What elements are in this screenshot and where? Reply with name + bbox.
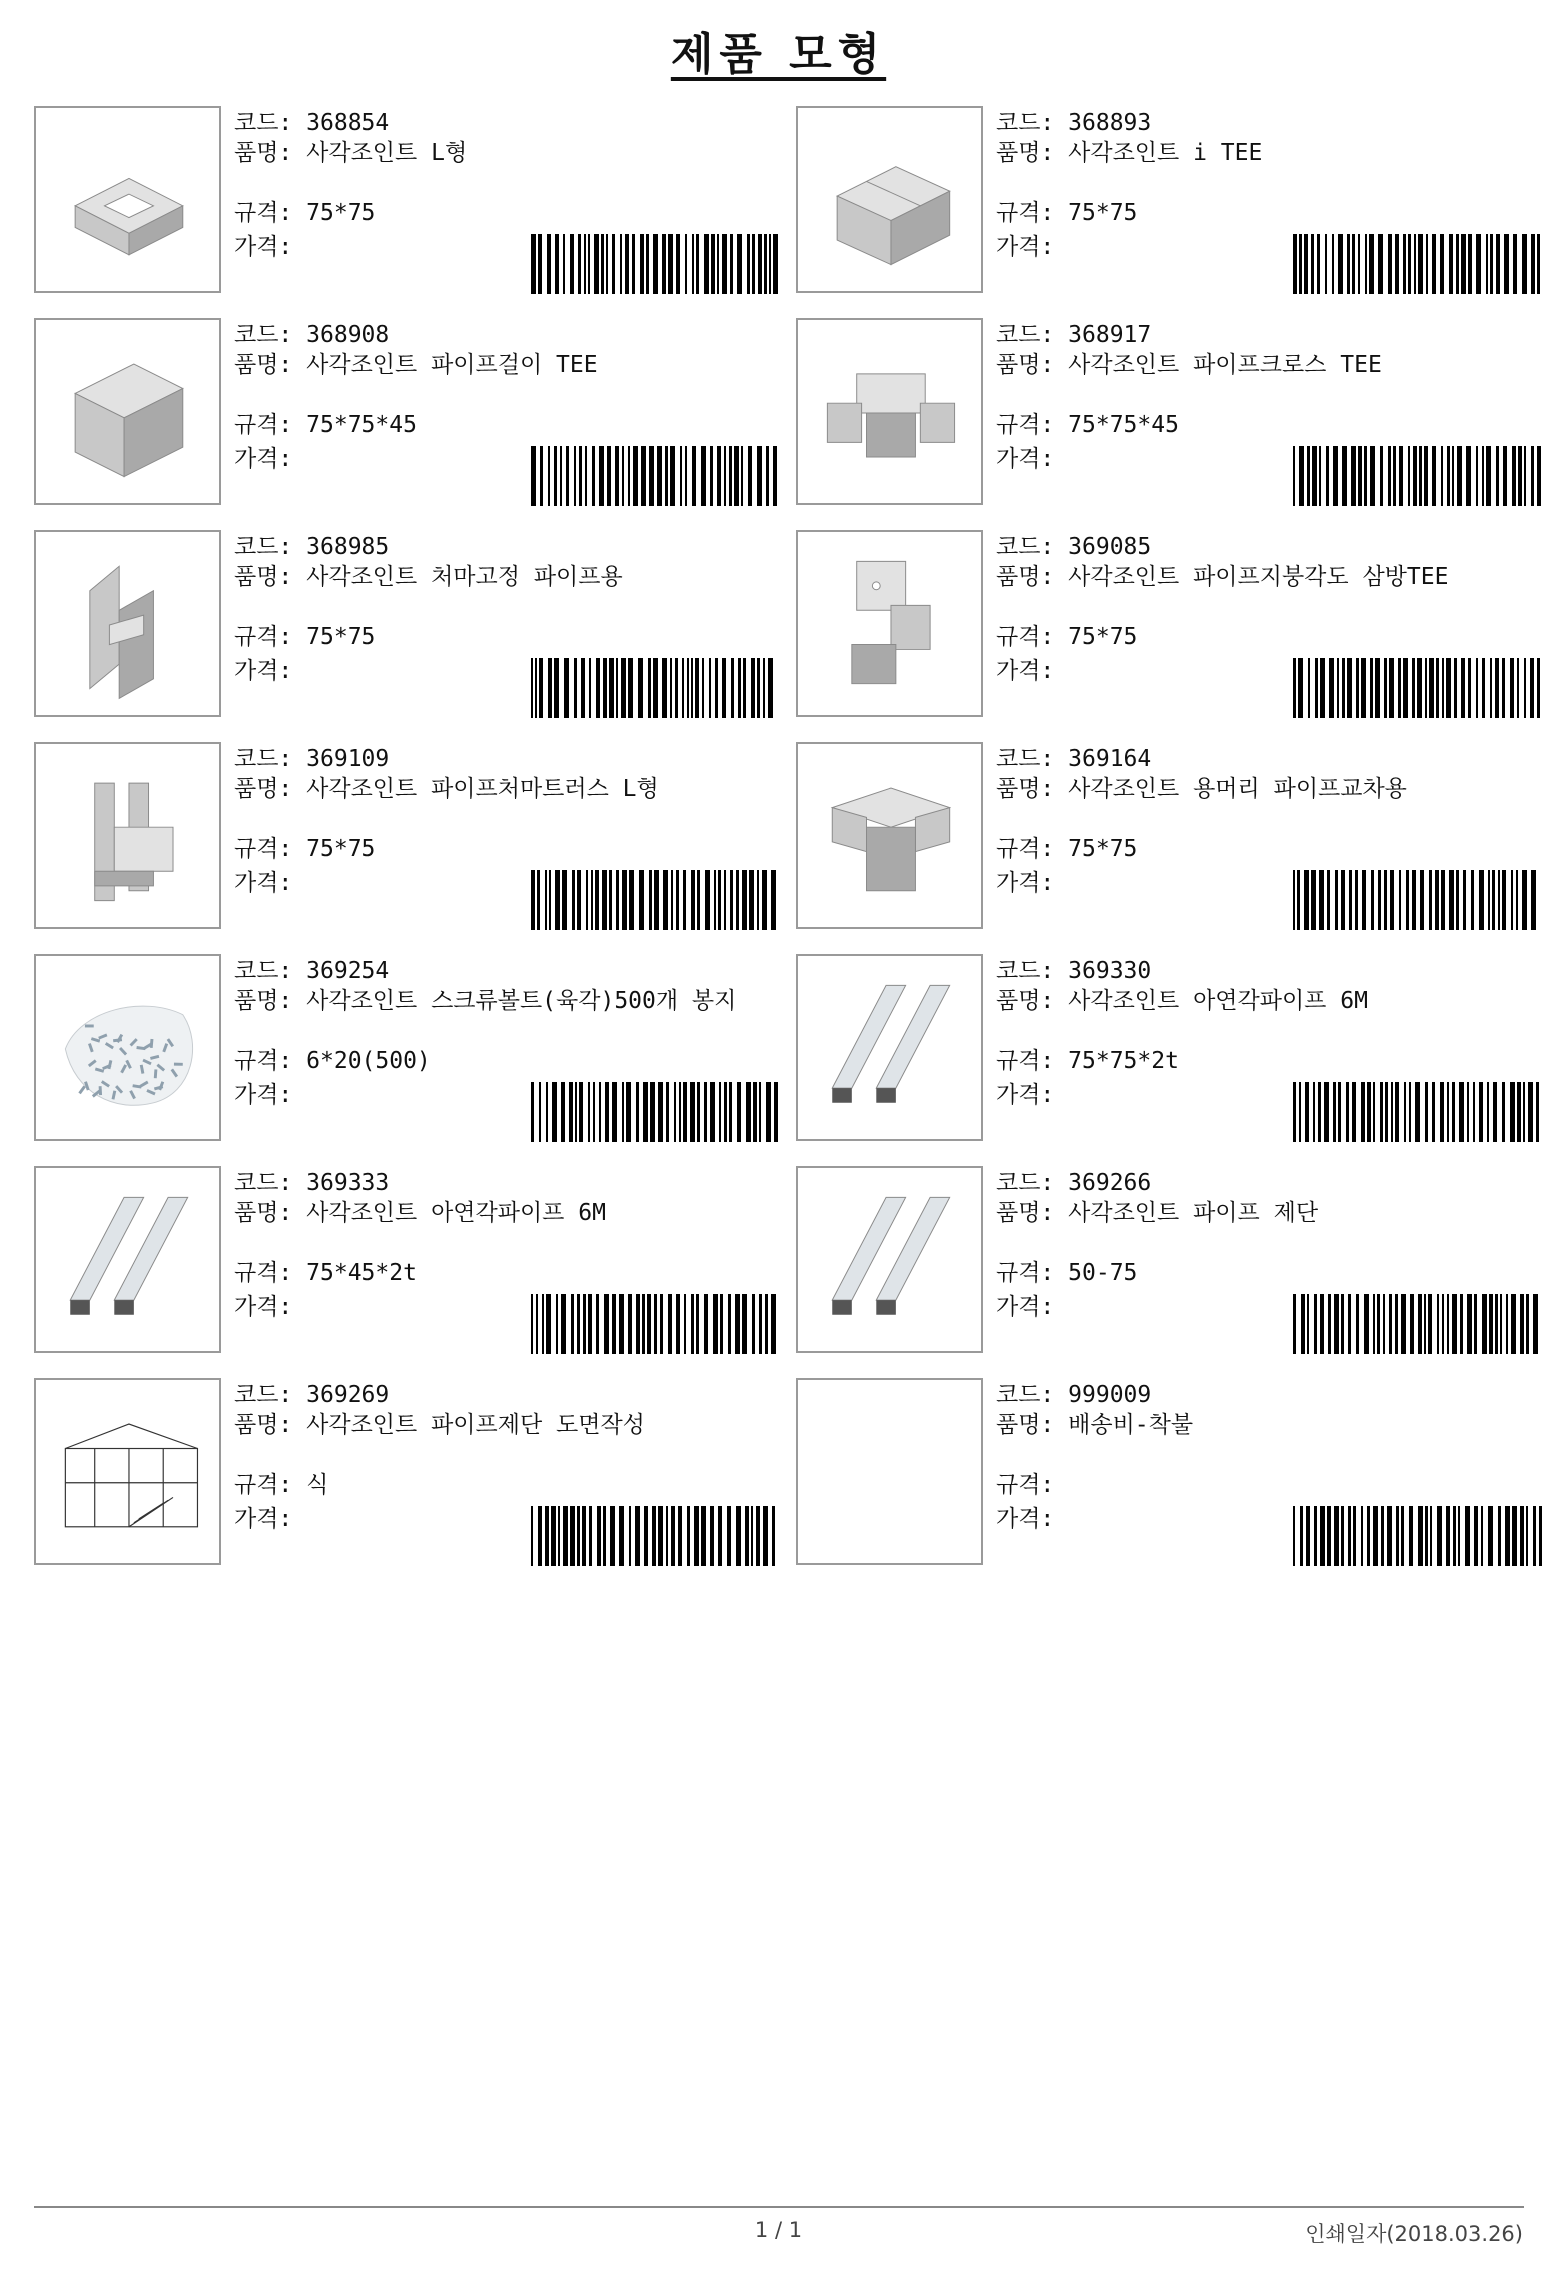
product-name: 품명: 사각조인트 i TEE: [996, 140, 1263, 166]
corner-joint-image-svg: [36, 108, 219, 291]
product-code: 코드: 369085: [996, 534, 1152, 560]
product-price: 가격:: [234, 658, 293, 684]
product-code: 코드: 369333: [234, 1170, 390, 1196]
barcode-image: [1293, 446, 1543, 506]
product-price: 가격:: [234, 1294, 293, 1320]
product-code: 코드: 368893: [996, 110, 1152, 136]
corner-joint-image: [34, 106, 221, 293]
product-price: 가격:: [996, 1082, 1055, 1108]
barcode-image: [1293, 1506, 1543, 1566]
box-joint-image-svg: [798, 108, 981, 291]
ridge-joint-image-svg: [798, 744, 981, 927]
box-joint-image: [796, 106, 983, 293]
product-name: 품명: 사각조인트 파이프크로스 TEE: [996, 352, 1382, 378]
barcode-image: [531, 1082, 781, 1142]
barcode-image: [531, 1294, 781, 1354]
product-price: 가격:: [234, 234, 293, 260]
product-card: [34, 530, 784, 722]
barcode-image: [1293, 234, 1543, 294]
page-number: 1 / 1: [754, 2218, 803, 2242]
screw-bag-image: [34, 954, 221, 1141]
product-code: 코드: 369254: [234, 958, 390, 984]
product-card: [34, 954, 784, 1146]
product-card: [796, 742, 1546, 934]
blank-image-svg: [798, 1380, 981, 1563]
hanger-joint-image-svg: [36, 320, 219, 503]
product-name: 품명: 사각조인트 파이프처마트러스 L형: [234, 776, 659, 802]
product-code: 코드: 369266: [996, 1170, 1152, 1196]
product-spec: 규격: 75*75: [234, 836, 376, 862]
product-card: [796, 954, 1546, 1146]
product-spec: 규격: 75*75*45: [234, 412, 417, 438]
product-card: [34, 1166, 784, 1358]
product-name: 품명: 사각조인트 파이프 제단: [996, 1200, 1319, 1226]
product-price: 가격:: [234, 870, 293, 896]
product-name: 품명: 사각조인트 아연각파이프 6M: [996, 988, 1368, 1014]
product-price: 가격:: [996, 870, 1055, 896]
product-price: 가격:: [234, 446, 293, 472]
product-code: 코드: 369109: [234, 746, 390, 772]
structure-drawing-image: [34, 1378, 221, 1565]
structure-drawing-image-svg: [36, 1380, 219, 1563]
square-pipe-image: [34, 1166, 221, 1353]
product-card: [796, 530, 1546, 722]
product-spec: 규격:: [996, 1472, 1055, 1498]
product-price: 가격:: [996, 1506, 1055, 1532]
product-spec: 규격: 식: [234, 1472, 329, 1498]
product-card: [34, 318, 784, 510]
product-card: [796, 1166, 1546, 1358]
square-pipe-image: [796, 1166, 983, 1353]
product-name: 품명: 사각조인트 파이프제단 도면작성: [234, 1412, 645, 1438]
barcode-image: [1293, 658, 1543, 718]
product-name: 품명: 배송비-착불: [996, 1412, 1194, 1438]
hanger-joint-image: [34, 318, 221, 505]
product-spec: 규격: 75*75*2t: [996, 1048, 1179, 1074]
product-price: 가격:: [996, 658, 1055, 684]
product-spec: 규격: 75*75: [234, 200, 376, 226]
cross-joint-image: [796, 318, 983, 505]
product-card: [796, 318, 1546, 510]
roof-angle-joint-image: [796, 530, 983, 717]
product-price: 가격:: [996, 446, 1055, 472]
product-spec: 규격: 75*75: [996, 836, 1138, 862]
square-pipe-image: [796, 954, 983, 1141]
print-date: 인쇄일자(2018.03.26): [1305, 2222, 1523, 2246]
barcode-image: [531, 446, 781, 506]
product-price: 가격:: [996, 1294, 1055, 1320]
product-code: 코드: 999009: [996, 1382, 1152, 1408]
barcode-image: [1293, 870, 1543, 930]
footer-divider: [34, 2206, 1524, 2208]
product-spec: 규격: 75*45*2t: [234, 1260, 417, 1286]
product-price: 가격:: [996, 234, 1055, 260]
page-title: 제품 모형: [670, 29, 887, 80]
barcode-image: [1293, 1082, 1543, 1142]
truss-bracket-image-svg: [36, 744, 219, 927]
blank-image: [796, 1378, 983, 1565]
barcode-image: [531, 234, 781, 294]
product-code: 코드: 368854: [234, 110, 390, 136]
product-name: 품명: 사각조인트 L형: [234, 140, 468, 166]
screw-bag-image-svg: [36, 956, 219, 1139]
product-spec: 규격: 75*75: [234, 624, 376, 650]
barcode-image: [531, 1506, 781, 1566]
ridge-joint-image: [796, 742, 983, 929]
cross-joint-image-svg: [798, 320, 981, 503]
product-price: 가격:: [234, 1506, 293, 1532]
product-spec: 규격: 75*75*45: [996, 412, 1179, 438]
product-name: 품명: 사각조인트 파이프걸이 TEE: [234, 352, 598, 378]
product-card: [34, 106, 784, 298]
barcode-image: [1293, 1294, 1543, 1354]
product-spec: 규격: 75*75: [996, 624, 1138, 650]
square-pipe-image-svg: [36, 1168, 219, 1351]
eave-bracket-image-svg: [36, 532, 219, 715]
product-code: 코드: 368908: [234, 322, 390, 348]
product-spec: 규격: 6*20(500): [234, 1048, 431, 1074]
square-pipe-image-svg: [798, 1168, 981, 1351]
product-card: [34, 742, 784, 934]
product-code: 코드: 369164: [996, 746, 1152, 772]
barcode-image: [531, 658, 781, 718]
product-code: 코드: 369330: [996, 958, 1152, 984]
product-card: [34, 1378, 784, 1570]
product-code: 코드: 369269: [234, 1382, 390, 1408]
barcode-image: [531, 870, 781, 930]
square-pipe-image-svg: [798, 956, 981, 1139]
product-name: 품명: 사각조인트 파이프지붕각도 삼방TEE: [996, 564, 1449, 590]
product-price: 가격:: [234, 1082, 293, 1108]
product-code: 코드: 368917: [996, 322, 1152, 348]
product-spec: 규격: 50-75: [996, 1260, 1138, 1286]
product-code: 코드: 368985: [234, 534, 390, 560]
roof-angle-joint-image-svg: [798, 532, 981, 715]
product-spec: 규격: 75*75: [996, 200, 1138, 226]
product-card: [796, 1378, 1546, 1570]
truss-bracket-image: [34, 742, 221, 929]
product-card: [796, 106, 1546, 298]
eave-bracket-image: [34, 530, 221, 717]
product-name: 품명: 사각조인트 용머리 파이프교차용: [996, 776, 1407, 802]
product-name: 품명: 사각조인트 아연각파이프 6M: [234, 1200, 606, 1226]
product-name: 품명: 사각조인트 처마고정 파이프용: [234, 564, 623, 590]
product-name: 품명: 사각조인트 스크류볼트(육각)500개 봉지: [234, 988, 737, 1014]
